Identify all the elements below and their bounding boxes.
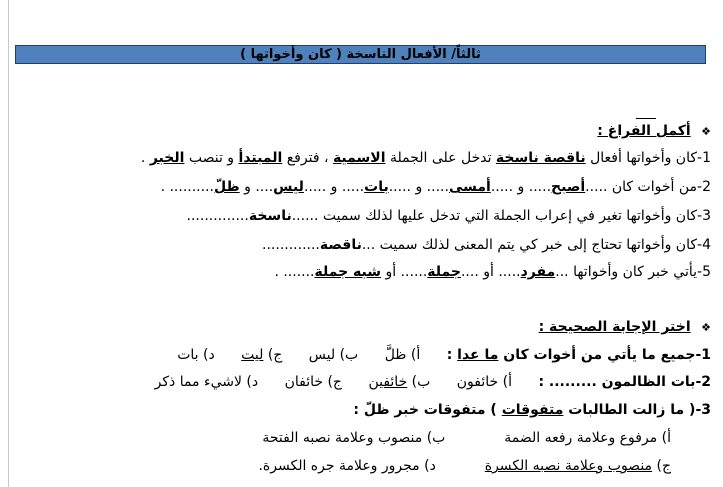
q-stem-emph: متفوقات — [501, 402, 564, 418]
answer: المبتدأ — [238, 150, 283, 166]
fill-question-4: 4-كان وأخواتها تحتاج إلى خبر كي يتم المعنى لذلك سميت ...ناقصة............. — [262, 237, 711, 253]
q-text: كان وأخواتها تحتاج إلى خبر كي يتم المعنى لذلك سميت — [375, 237, 698, 253]
fill-question-5: 5-يأتي خبر كان وأخواتها ...مفرد..... أو ....جملة...... أو شبه جملة....... . — [274, 264, 711, 280]
q-stem-emph: ما عدا — [457, 347, 499, 363]
option-c[interactable]: ج) خائفان — [284, 374, 342, 390]
option-a[interactable]: أ) ظلَّ — [384, 347, 421, 363]
q-stem: ) متفوقات خبر ظلّ : — [353, 402, 502, 418]
option-a[interactable]: أ) مرفوع وعلامة رفعه الضمة — [504, 430, 671, 446]
answer: ناسخة — [248, 208, 292, 224]
q-text: كان وأخواتها تغير في إعراب الجملة التي تدخل عليها لذلك سميت — [318, 208, 698, 224]
separator: و — [517, 179, 525, 195]
section2-heading: اختر الإجابة الصحيحة : — [538, 319, 691, 335]
q-stem: بات الظالمون ......... : — [538, 374, 696, 390]
answer: ظلّ — [214, 179, 240, 195]
q-stem: : — [446, 347, 458, 363]
answer: جملة — [427, 264, 461, 280]
answer: أمسى — [448, 179, 491, 195]
choice-options-row-1 — [12, 425, 671, 451]
answer: الاسمية — [332, 150, 386, 166]
answer: شبه جملة — [314, 264, 382, 280]
option-b[interactable]: ب) منصوب وعلامة نصبه الفتحة — [262, 430, 446, 446]
option-b[interactable]: ب) ليس — [308, 347, 359, 363]
title-bar — [15, 45, 706, 64]
q-text: من أخوات كان — [607, 179, 698, 195]
q-text: كان وأخواتها أفعال — [585, 150, 698, 166]
separator: أو — [483, 264, 494, 280]
option-b[interactable]: ب) خائفين — [368, 374, 431, 390]
q-number: 5- — [697, 264, 711, 280]
q-text: يأتي خبر كان وأخواتها — [568, 264, 698, 280]
q-number: 1- — [695, 347, 711, 363]
page-title: ثالثاً/ الأفعال الناسخة ( كان وأخواتها ) — [240, 47, 481, 62]
q-text: تدخل على الجملة — [385, 150, 496, 166]
answer: ليس — [273, 179, 304, 195]
answer: أصبح — [551, 179, 586, 195]
q-stem: ( ما زالت الطالبات — [563, 402, 696, 418]
section1-heading-line — [12, 118, 711, 144]
separator: و — [244, 179, 251, 195]
fill-question-1 — [12, 145, 711, 171]
choice-question-1 — [12, 342, 711, 368]
separator: و — [415, 179, 423, 195]
q-text: و تنصب — [184, 150, 239, 166]
separator: و — [330, 179, 338, 195]
answer: ناقصة — [319, 237, 362, 253]
choice-question-2 — [12, 369, 711, 395]
q-number: 3- — [695, 402, 711, 418]
answer: بات — [364, 179, 389, 195]
correct-choice: خائفين — [368, 374, 408, 390]
q-end: . — [160, 179, 166, 195]
option-d[interactable]: د) مجرور وعلامة جره الكسرة. — [258, 458, 436, 474]
q-number: 1- — [697, 150, 711, 166]
choice-question-3 — [12, 397, 711, 423]
q-number: 2- — [695, 374, 711, 390]
page-edge — [8, 0, 9, 487]
q-number: 3- — [697, 208, 711, 224]
fill-question-3: 3-كان وأخواتها تغير في إعراب الجملة التي تدخل عليها لذلك سميت ......ناسخة.............. — [186, 208, 711, 224]
option-c[interactable]: ج) ليت — [241, 347, 283, 363]
answer: الخبر — [149, 150, 185, 166]
q-number: 4- — [697, 237, 711, 253]
option-d[interactable]: د) بات — [177, 347, 215, 363]
option-d[interactable]: د) لاشيء مما ذكر — [154, 374, 259, 390]
option-a[interactable]: أ) خائفون — [456, 374, 512, 390]
q-end: . — [140, 150, 150, 166]
answer: مفرد — [520, 264, 556, 280]
q-text: ، فترفع — [282, 150, 333, 166]
correct-choice: ليت — [241, 347, 264, 363]
fill-question-2: 2-من أخوات كان .....أصبح..... و .....أمسى..... و .....بات..... و .....ليس.... و ظلّ.......... . — [160, 179, 711, 195]
answer: ناقصة ناسخة — [495, 150, 586, 166]
q-number: 2- — [697, 179, 711, 195]
separator: أو — [385, 264, 397, 280]
option-c[interactable]: ج) منصوب وعلامة نصبه الكسرة — [484, 458, 671, 474]
correct-choice: منصوب وعلامة نصبه الكسرة — [484, 458, 653, 474]
diamond-bullet-icon: ❖ — [701, 125, 711, 138]
section2-heading-line — [12, 314, 711, 340]
q-stem: جميع ما يأتي من أخوات كان — [498, 347, 696, 363]
section1-heading: أكمل الفراغ : — [597, 123, 691, 139]
q-end: . — [274, 264, 279, 280]
choice-options-row-2 — [12, 453, 671, 479]
diamond-bullet-icon: ❖ — [701, 321, 711, 334]
